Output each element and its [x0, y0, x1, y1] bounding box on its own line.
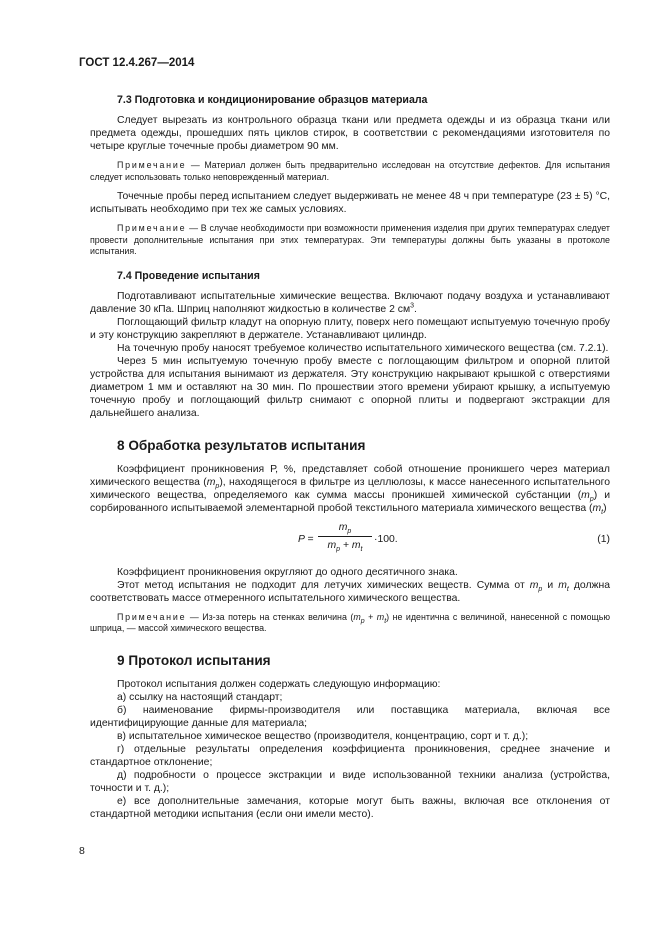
list-item: г) отдельные результаты определения коэффициента проникновения, среднее значение и стандартное отклонение;: [90, 743, 610, 768]
subscript: p: [215, 482, 220, 490]
text-run: должна соответствовать массе отмеренного испытательного химического вещества.: [90, 579, 610, 604]
list-item: е) все дополнительные замечания, которые могут быть важны, включая все отклонения от стандартной методики испытания (если они имели место).: [90, 795, 610, 820]
variable: m: [351, 539, 361, 551]
text-run: Коэффициент проникновения Р, %, представляет собой отношение проникшего через материал химического вещества (: [90, 463, 610, 488]
section-7-3-title: 7.3 Подготовка и кондиционирование образцов материала: [117, 94, 428, 106]
text-run: Этот метод испытания не подходит для летучих химических веществ. Сумма от: [117, 579, 530, 591]
text-run: и: [542, 579, 559, 591]
text-run: ) и сорбированного испытываемой элементарной пробой текстильного материала химического вещества (: [90, 489, 610, 514]
variable: m: [206, 476, 216, 488]
section-7-3-paragraph-2: Точечные пробы перед испытанием следует выдерживать не менее 48 ч при температуре (23 ± 5) °С, испытывать необходимо при тех же самых условиях.: [90, 191, 610, 215]
operator: +: [340, 539, 352, 551]
subscript: p: [347, 527, 352, 535]
variable: m: [376, 611, 385, 622]
section-7-4-paragraph-4: Через 5 мин испытуемую точечную пробу вместе с поглощающим фильтром и опорной плитой устройства для испытания вынимают из держателя. Эту конструкцию накрывают крышкой с отверстиями диаметром 1 мм и оставляют на 30 мин. По прошествии этого времени убирают крышку, а испытуемую точечную пробу и поглощающий фильтр снимают с опорной плиты и подвергают экстракции для дальнейшего анализа.: [90, 355, 610, 419]
section-7-4-paragraph-2: Поглощающий фильтр кладут на опорную плиту, поверх него помещают испытуемую точечную пробу и эту конструкцию закрепляют в держателе. Устанавливают цилиндр.: [90, 316, 610, 341]
formula-multiplier: ·100.: [374, 533, 398, 545]
section-8-title: 8 Обработка результатов испытания: [117, 437, 366, 453]
variable: m: [581, 489, 590, 501]
formula-denominator: [318, 539, 372, 552]
note-label: Примечание: [117, 223, 187, 233]
document-header: ГОСТ 12.4.267—2014: [79, 57, 195, 69]
subscript: p: [538, 585, 543, 593]
formula-numerator: [318, 521, 372, 534]
text-run: .: [414, 303, 417, 315]
formula-lhs: P =: [298, 533, 314, 545]
text-run: — Из-за потерь на стенках величина (: [186, 611, 354, 622]
variable: m: [558, 579, 567, 591]
subscript: p: [336, 545, 341, 553]
subscript: t: [384, 617, 387, 625]
subscript: p: [589, 495, 594, 503]
variable: m: [353, 611, 361, 622]
section-7-4-paragraph-1: [90, 290, 610, 316]
text-run: ) не идентична с величиной, нанесенной с помощью шприца, — массой химического вещества.: [90, 611, 610, 633]
subscript: t: [566, 585, 569, 593]
subscript: t: [360, 545, 363, 553]
subscript: t: [601, 508, 604, 516]
section-9-title: 9 Протокол испытания: [117, 652, 271, 668]
list-item: а) ссылку на настоящий стандарт;: [117, 691, 283, 703]
section-9-intro: Протокол испытания должен содержать следующую информацию:: [117, 678, 441, 690]
superscript: 3: [410, 302, 415, 310]
document-body: [90, 94, 610, 821]
text-run: +: [364, 611, 377, 622]
subscript: p: [360, 617, 365, 625]
section-7-3-note-2: [90, 223, 610, 258]
page-number: 8: [79, 845, 85, 857]
variable: m: [338, 521, 348, 533]
formula-number: (1): [597, 533, 610, 545]
section-7-4-title: 7.4 Проведение испытания: [117, 269, 260, 282]
text-run: ), находящегося в фильтре из целлюлозы, к массе нанесенного испытательного химического вещества, определяемого как сумма массы проникшей химической субстанции (: [90, 476, 610, 501]
variable: m: [529, 579, 539, 591]
section-8-paragraph-2: Коэффициент проникновения округляют до одного десятичного знака.: [117, 566, 458, 578]
note-text: — В случае необходимости при возможности применения изделия при других температурах следует провести дополнительные испытания при этих температурах. Эти температуры должны быть указаны в протоколе испытания.: [90, 223, 610, 256]
note-label: Примечание: [117, 160, 187, 170]
fraction-bar: [318, 536, 372, 537]
list-item: в) испытательное химическое вещество (производителя, концентрацию, сорт и т. д.);: [117, 730, 529, 742]
section-7-4-paragraph-3: На точечную пробу наносят требуемое количество испытательного химического вещества (см. 7.2.1).: [117, 342, 609, 354]
section-8-paragraph-3: [90, 579, 610, 605]
section-7-3-paragraph-1: Следует вырезать из контрольного образца ткани или предмета одежды и из образца ткани или предмета одежды, прошедших пять циклов стирок, в соответствии с рекомендациями изготовителя по четыре круглые точечные пробы диаметром 90 мм.: [90, 115, 610, 152]
formula-fraction: [318, 521, 372, 552]
variable: m: [592, 502, 602, 514]
text-run: Подготавливают испытательные химические вещества. Включают подачу воздуха и устанавливают давление 30 кПа. Шприц наполняют жидкостью в количестве 2 см: [90, 290, 610, 315]
section-8-note: [90, 612, 610, 635]
list-item: б) наименование фирмы-производителя или поставщика материала, включая все идентифицирующие данные для материала;: [90, 704, 610, 729]
text-run: ): [603, 502, 607, 514]
list-item: д) подробности о процессе экстракции и виде использованной техники анализа (устройства, точности и т. д.);: [90, 769, 610, 794]
section-8-paragraph-1: [90, 463, 610, 515]
note-text: — Материал должен быть предварительно исследован на отсутствие дефектов. Для испытания следует использовать только неповрежденный материал.: [90, 160, 610, 182]
section-7-3-note-1: [90, 160, 610, 183]
variable: m: [327, 539, 337, 551]
note-label: Примечание: [117, 611, 187, 622]
formula-1: [90, 521, 610, 558]
